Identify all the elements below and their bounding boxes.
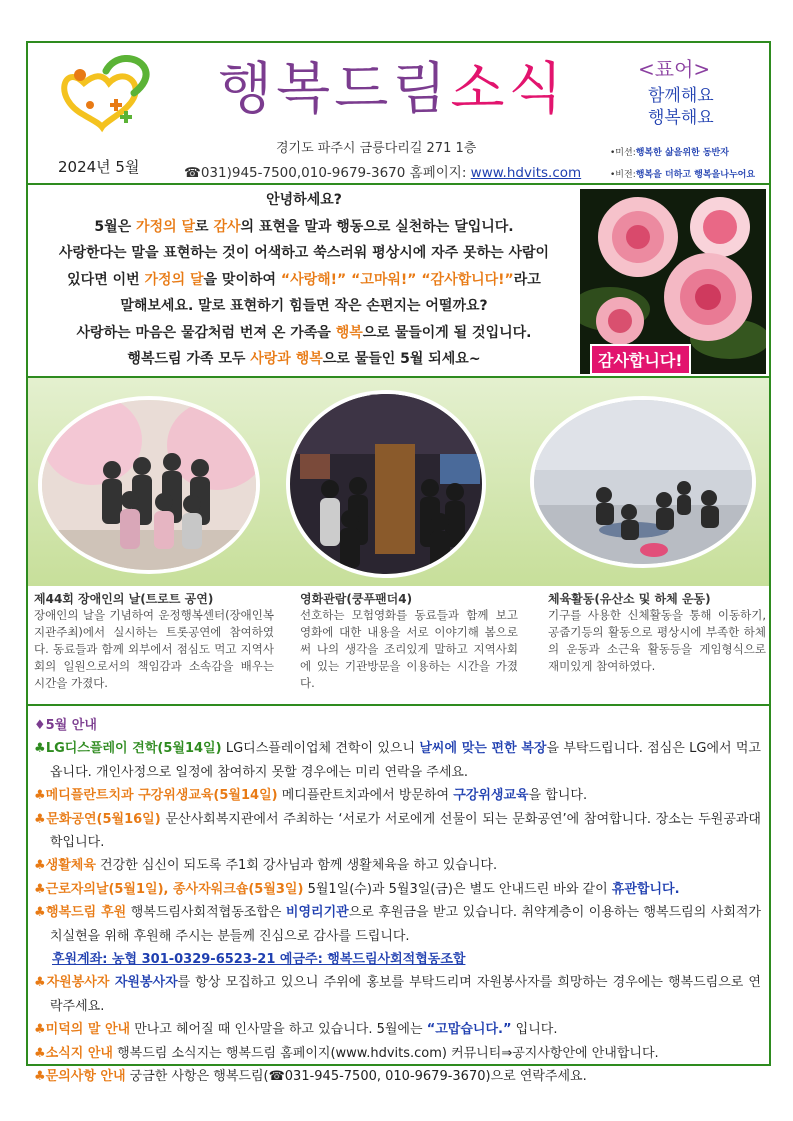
activity-title: 영화관람(쿵푸팬더4) [300,592,413,606]
notice-heading: ♦5월 안내 [34,718,97,733]
address: 경기도 파주시 금릉다리길 271 1층 [276,141,477,156]
activity-description: 선호하는 모험영화를 동료들과 함께 보고 영화에 대한 내용을 서로 이야기해 봄으로써 나의 생각을 조리있게 말하고 지역사회에 있는 기관방문을 이용하는 시간을 가졌다. [300,608,518,690]
homepage-link[interactable]: www.hdvits.com [470,165,582,181]
notice-item: ♣행복드림 후원 행복드림사회적협동조합은 비영리기관으로 후원금을 받고 있습니다. 취약계층이 이용하는 행복드림의 사회적가치실현을 위해 후원해 주시는 분들께 진심으로 감사를 드립니다. [34,905,761,944]
rose-caption: 감사합니다! [590,344,691,374]
newsletter-header [28,43,769,185]
newsletter-page [26,41,771,1085]
activity-description: 기구를 사용한 신체활동을 통해 이동하기, 공줍기등의 활동으로 평상시에 부족한 하체의 운동과 소근육 활동등을 게임형식으로 재미있게 참여하였다. [548,608,766,673]
greeting-section [28,185,769,378]
may-notice [28,708,769,1089]
vision: •비전:행복을 더하고 행복을나누어요 [610,170,756,180]
mission: •미션:행복한 삶을위한 동반자 [610,148,729,158]
motto-label: <표어> [638,57,711,81]
homepage-label: 홈페이지: [409,165,467,181]
activity-caption-2 [300,590,518,692]
issue-date: 2024년 5월 [58,158,140,176]
notice-item: ♣문의사항 안내 궁금한 사항은 행복드림(☎031-945-7500, 010-9679-3670)으로 연락주세요. [34,1069,587,1085]
notice-item: ♣문화공연(5월16일) 문산사회복지관에서 주최하는 ‘서로가 서로에게 선물이 되는 문화공연’에 참여합니다. 장소는 두원공과대학입니다. [34,811,761,851]
notice-item: ♣자원봉사자 자원봉사자를 항상 모집하고 있으니 주위에 홍보를 부탁드리며 자원봉사자를 희망하는 경우에는 행복드림으로 연락주세요. [34,975,761,1014]
slogan-line-2: 행복해요 [648,108,714,128]
activity-title: 제44회 장애인의 날(트로트 공연) [34,592,214,606]
activity-photos [28,378,769,586]
logo-icon [54,53,164,133]
slogan-line-1: 함께해요 [648,86,714,106]
contact-line [184,161,581,181]
activity-photo-trot [38,396,260,574]
notice-item: ♣생활체육 건강한 심신이 되도록 주1회 강사님과 함께 생활체육을 하고 있습니다. [34,858,498,874]
rose-photo [580,189,766,374]
activity-photo-exercise [530,396,756,568]
activity-title: 체육활동(유산소 및 하체 운동) [548,592,711,606]
notice-item: ♣소식지 안내 행복드림 소식지는 행복드림 홈페이지(www.hdvits.com) 커뮤니티⇒공지사항안에 안내합니다. [34,1045,659,1061]
page-title: 행복드림소식 [218,57,567,122]
activity-photo-movie [286,390,486,578]
phone-number: ☎031)945-7500,010-9679-3670 [184,165,406,181]
activity-caption-1 [34,590,274,692]
greeting-text: 안녕하세요? 5월은 가정의 달로 감사의 표현을 말과 행동으로 실천하는 달입니다. 사랑한다는 말을 표현하는 것이 어색하고 쑥스러워 평상시에 자주 못하는 사람이 있다면 이번 가정의 달을 맞이하여 “사랑해!” “고마워!” “감사합니다!”라고 말해보세요. 말로 표현하기 힘들면 작은 손편지는 어떨까요? 사랑하는 마음은 물감처럼 번져 온 가족을 행복으로 물들이게 될 것입니다. 행복드림 가족 모두 사랑과 행복으로 물들인 5월 되세요~ [58,192,550,367]
activity-captions [28,586,769,706]
activity-caption-3 [548,590,766,675]
notice-item: ♣메디플란트치과 구강위생교육(5월14일) 메디플란트치과에서 방문하여 구강위생교육을 합니다. [34,788,588,804]
notice-item: ♣근로자의날(5월1일), 종사자워크숍(5월3일) 5월1일(수)과 5월3일(금)은 별도 안내드린 바와 같이 휴관합니다. [34,881,680,897]
notice-item: ♣미덕의 말 안내 만나고 헤어질 때 인사말을 하고 있습니다. 5월에는 “고맙습니다.” 입니다. [34,1022,558,1038]
donation-account: 후원계좌: 농협 301-0329-6523-21 예금주: 행복드림사회적협동조합 [52,952,466,968]
notice-item: ♣LG디스플레이 견학(5월14일) LG디스플레이업체 견학이 있으니 날씨에 맞는 편한 복장을 부탁드립니다. 점심은 LG에서 먹고 옵니다. 개인사정으로 일정에 참여하지 못할 경우에는 미리 연락을 주세요. [34,741,761,780]
activity-description: 장애인의 날을 기념하여 운정행복센터(장애인복지관주최)에서 실시하는 트롯공연에 참여하였다. 동료들과 함께 외부에서 점심도 먹고 지역사회의 일원으로서의 책임감과 소속감을 배우는 시간을 가졌다. [34,608,274,690]
